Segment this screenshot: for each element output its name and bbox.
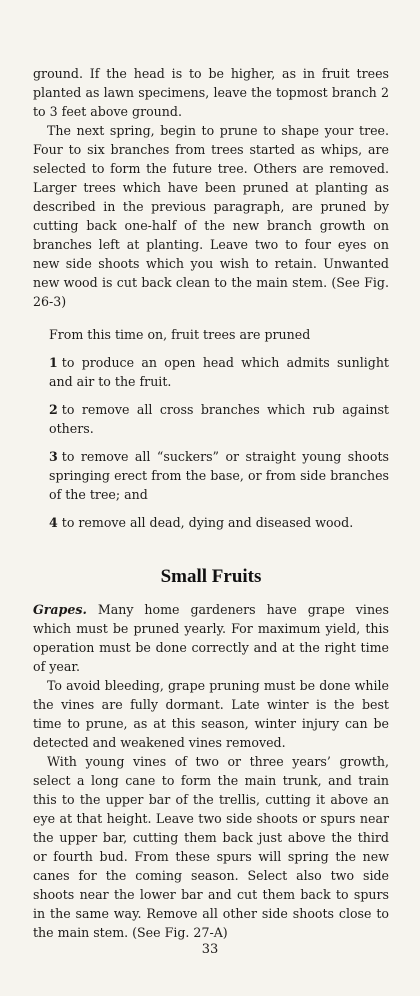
list-text: to remove all “suckers” or straight young shoots springing erect from the base, or from side branches of the tree; and [49, 449, 389, 502]
section-heading: Small Fruits [160, 566, 262, 587]
list-number: 4 [49, 515, 58, 530]
list-text: to produce an open head which admits sunlight and air to the fruit. [49, 355, 389, 389]
grapes-intro-text: Many home gardeners have grape vines which must be pruned yearly. For maximum yield, this operation must be done correctly and at the right time of year. [33, 602, 389, 674]
list-text: to remove all dead, dying and diseased wood. [61, 515, 354, 530]
page-body [33, 64, 389, 942]
pruning-list-item-4 [33, 513, 389, 532]
grapes-run-in-heading: Grapes. [33, 602, 87, 617]
pruning-list-intro: From this time on, fruit trees are pruned [49, 327, 311, 342]
pruning-list-item-1 [33, 353, 389, 391]
list-number: 1 [49, 355, 58, 370]
continued-paragraph: ground. If the head is to be higher, as in fruit trees planted as lawn specimens, leave the topmost branch 2 to 3 feet above ground. [33, 66, 389, 119]
pruning-list-item-2 [33, 400, 389, 438]
young-vines-paragraph: With young vines of two or three years’ growth, select a long cane to form the main trunk, and train this to the upper bar of the trellis, cutting it above an eye at that height. Leave two side shoots or spurs near the upper bar, cutting them back just above the third or fourth bud. From these spurs will spring the new canes for the coming season. Select also two side shoots near the lower bar and cut them back to spurs in the same way. Remove all other side shoots close to the main stem. (See Fig. 27-A) [33, 754, 389, 940]
grapes-paragraph [33, 600, 389, 676]
list-text: to remove all cross branches which rub against others. [49, 402, 389, 436]
page-number: 33 [201, 942, 219, 957]
bleeding-paragraph: To avoid bleeding, grape pruning must be done while the vines are fully dormant. Late winter is the best time to prune, as at this season, winter injury can be detected and weakened vines removed. [33, 678, 389, 750]
list-number: 3 [49, 449, 58, 464]
next-spring-paragraph: The next spring, begin to prune to shape your tree. Four to six branches from trees started as whips, are selected to form the future tree. Others are removed. Larger trees which have been pruned at planting as described in the previous paragraph, are pruned by cutting back one-half of the new branch growth on branches left at planting. Leave two to four eyes on new side shoots which you wish to retain. Unwanted new wood is cut back clean to the main stem. (See Fig. 26-3) [33, 123, 389, 309]
pruning-list-item-3 [33, 447, 389, 504]
list-number: 2 [49, 402, 58, 417]
